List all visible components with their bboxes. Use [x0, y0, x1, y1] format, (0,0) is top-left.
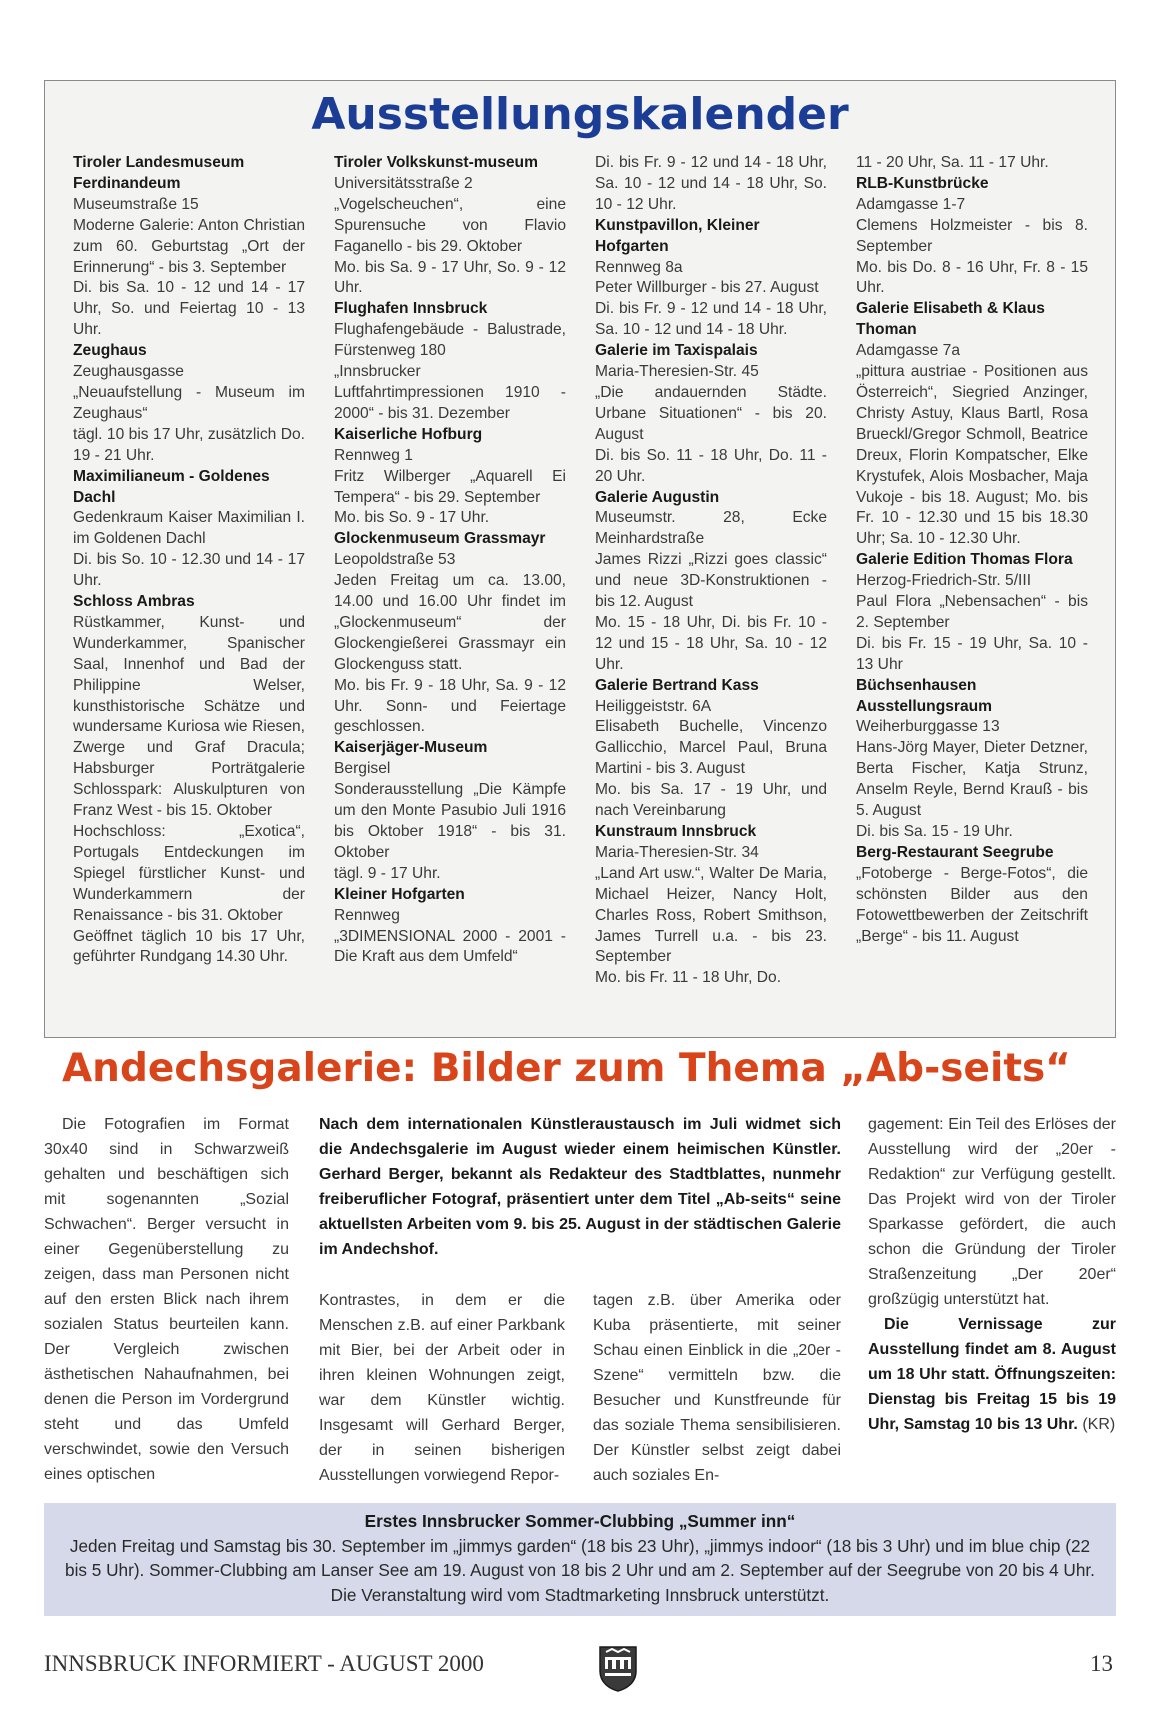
- venue-detail: Di. bis So. 10 - 12.30 und 14 - 17 Uhr.: [73, 551, 305, 590]
- venue-detail: Mo. bis Sa. 17 - 19 Uhr, und nach Vereinbarung: [595, 781, 827, 820]
- venue-name: Tiroler Landesmuseum Ferdinandeum: [73, 154, 245, 192]
- venue-detail: Maria-Theresien-Str. 34: [595, 843, 759, 861]
- venue-detail: Di. bis Sa. 10 - 12 und 14 - 17 Uhr, So. und Feiertag 10 - 13 Uhr.: [73, 279, 305, 339]
- venue-detail: „Fotoberge - Berge-Fotos“, die schönsten Bilder aus den Fotowettbewerben der Zeitschrift „Berge“ - bis 11. August: [856, 864, 1088, 945]
- calendar-column-1: [73, 153, 305, 968]
- venue-detail: Weiherburggasse 13: [856, 718, 1000, 736]
- venue-detail: Mo. bis So. 9 - 17 Uhr.: [334, 509, 490, 527]
- venue-detail: Fritz Wilberger „Aquarell Ei Tempera“ - bis 29. September: [334, 467, 566, 506]
- venue-detail: „Vogelscheuchen“, eine Spurensuche von Flavio Faganello - bis 29. Oktober: [334, 195, 566, 255]
- venue-detail: Rennweg: [334, 906, 400, 924]
- venue-detail: Mo. 15 - 18 Uhr, Di. bis Fr. 10 - 12 und 15 - 18 Uhr, Sa. 10 - 12 Uhr.: [595, 613, 827, 673]
- venue-detail: Herzog-Friedrich-Str. 5/III: [856, 572, 1032, 590]
- venue-detail: Mo. bis Fr. 11 - 18 Uhr, Do.: [595, 969, 782, 987]
- venue-name: Galerie Bertrand Kass: [595, 676, 759, 694]
- venue-detail: Paul Flora „Nebensachen“ - bis 2. September: [856, 593, 1088, 631]
- venue-name: Schloss Ambras: [73, 593, 195, 611]
- article-column-1: Die Fotografien im Format 30x40 sind in Schwarzweiß gehalten und beschäftigen sich mit sogenannten „Sozial Schwachen“. Berger versucht in einer Gegenüberstellung zu zeigen, dass man Personen nicht auf den ersten Blick nach ihrem sozialen Status beurteilen kann. Der Vergleich zwischen ästhetischen Nahaufnahmen, bei denen die Person im Vordergrund steht und das Umfeld verschwindet, sowie den Versuch eines optischen: [44, 1116, 289, 1483]
- vernissage-block: [868, 1312, 1116, 1437]
- venue-detail: Adamgasse 1-7: [856, 195, 966, 213]
- venue-name: Maximilianeum - Goldenes Dachl: [73, 467, 270, 506]
- clubbing-body: Jeden Freitag und Samstag bis 30. September im „jimmys garden“ (18 bis 23 Uhr), „jimmys indoor“ (18 bis 3 Uhr) und im blue chip (22 bis 5 Uhr). Sommer-Clubbing am Lanser See am 19. August von 18 bis 2 Uhr und am 2. September auf der Seegrube von 20 bis 4 Uhr. Die Veranstaltung wird vom Stadtmarketing Innsbruck unterstützt.: [65, 1535, 1095, 1605]
- venue-detail: Gedenkraum Kaiser Maximilian I. im Goldenen Dachl: [73, 509, 305, 548]
- venue-detail: Moderne Galerie: Anton Christian zum 60. Geburtstag „Ort der Erinnerung“ - bis 3. September: [73, 216, 305, 276]
- venue-name: Flughafen Innsbruck: [334, 300, 488, 318]
- venue-detail: „Innsbrucker Luftfahrtimpressionen 1910 - 2000“ - bis 31. Dezember: [334, 363, 566, 422]
- venue-detail: 11 - 20 Uhr, Sa. 11 - 17 Uhr.: [856, 154, 1049, 171]
- venue-detail: Clemens Holzmeister - bis 8. September: [856, 216, 1088, 255]
- venue-detail: Leopoldstraße 53: [334, 551, 456, 569]
- venue-name: Galerie Augustin: [595, 488, 720, 506]
- venue-detail: Di. bis Sa. 15 - 19 Uhr.: [856, 823, 1013, 840]
- venue-name: Kunstraum Innsbruck: [595, 823, 757, 840]
- venue-detail: Maria-Theresien-Str. 45: [595, 363, 759, 381]
- author-initials: (KR): [1082, 1416, 1116, 1433]
- venue-detail: Zeughausgasse: [73, 363, 184, 381]
- venue-detail: Di. bis Fr. 9 - 12 und 14 - 18 Uhr, Sa. 10 - 12 und 14 - 18 Uhr, So. 10 - 12 Uhr.: [595, 154, 827, 213]
- venue-detail: Di. bis Fr. 9 - 12 und 14 - 18 Uhr, Sa. 10 - 12 und 14 - 18 Uhr.: [595, 300, 827, 339]
- vernissage-text: Die Vernissage zur Ausstellung findet am 8. August um 18 Uhr statt. Öffnungszeiten: Dienstag bis Freitag 15 bis 19 Uhr, Samstag 10 bis 13 Uhr.: [868, 1316, 1116, 1433]
- article-column-2: Kontrastes, in dem er die Menschen z.B. auf einer Parkbank mit Bier, bei der Arbeit oder in ihren kleinen Wohnungen zeigt, war dem Künstler wichtig. Insgesamt will Gerhard Berger, der in seinen bisherigen Ausstellungen vorwiegend Repor-: [319, 1292, 565, 1484]
- venue-detail: Rennweg 8a: [595, 258, 683, 276]
- venue-detail: Peter Willburger - bis 27. August: [595, 279, 819, 297]
- venue-name: Galerie Elisabeth & Klaus Thoman: [856, 300, 1045, 339]
- venue-detail: Universitätsstraße 2: [334, 174, 473, 192]
- venue-detail: „3DIMENSIONAL 2000 - 2001 - Die Kraft aus dem Umfeld“: [334, 927, 566, 966]
- venue-name: Kaiserjäger-Museum: [334, 739, 488, 757]
- venue-name: Tiroler Volkskunst-museum: [334, 154, 538, 171]
- venue-detail: Bergisel: [334, 760, 391, 778]
- venue-detail: Heiliggeiststr. 6A: [595, 697, 712, 715]
- venue-detail: Mo. bis Sa. 9 - 17 Uhr, So. 9 - 12 Uhr.: [334, 258, 566, 297]
- venue-name: Kaiserliche Hofburg: [334, 425, 483, 443]
- venue-name: Berg-Restaurant Seegrube: [856, 843, 1054, 861]
- article-headline: Andechsgalerie: Bilder zum Thema „Ab-seits“: [62, 1046, 1071, 1091]
- page-number: 13: [1090, 1651, 1113, 1676]
- innsbruck-coat-of-arms-icon: [596, 1643, 640, 1693]
- venue-detail: Rennweg 1: [334, 446, 413, 464]
- venue-detail: Adamgasse 7a: [856, 342, 961, 360]
- venue-name: Kleiner Hofgarten: [334, 885, 465, 903]
- venue-detail: Elisabeth Buchelle, Vincenzo Gallicchio, Marcel Paul, Bruna Martini - bis 3. August: [595, 718, 827, 778]
- calendar-column-3: [595, 153, 827, 989]
- venue-name: Glockenmuseum Grassmayr: [334, 530, 546, 548]
- venue-detail: Di. bis So. 11 - 18 Uhr, Do. 11 - 20 Uhr.: [595, 446, 827, 485]
- venue-detail: Mo. bis Do. 8 - 16 Uhr, Fr. 8 - 15 Uhr.: [856, 258, 1088, 297]
- clubbing-title: Erstes Innsbrucker Sommer-Clubbing „Summer inn“: [364, 1511, 796, 1531]
- venue-detail: tägl. 9 - 17 Uhr.: [334, 864, 441, 882]
- venue-name: Galerie im Taxispalais: [595, 342, 758, 360]
- venue-name: Büchsenhausen Ausstellungsraum: [856, 676, 993, 715]
- venue-name: RLB-Kunstbrücke: [856, 174, 989, 192]
- venue-detail: „Land Art usw.“, Walter De Maria, Michael Heizer, Nancy Holt, Charles Ross, Robert Smithson, James Turrell u.a. - bis 23. September: [595, 864, 827, 966]
- venue-detail: Di. bis Fr. 15 - 19 Uhr, Sa. 10 - 13 Uhr: [856, 634, 1088, 673]
- venue-detail: „Neuaufstellung - Museum im Zeughaus“: [73, 383, 305, 422]
- article-column-3: tagen z.B. über Amerika oder Kuba präsentierte, mit seiner Schau einen Einblick in die „20er - Szene“ vermitteln bzw. die Besucher und Kunstfreunde für das soziale Thema sensibilisieren. Der Künstler selbst zeigt dabei auch soziales En-: [593, 1292, 841, 1484]
- venue-name: Zeughaus: [73, 342, 147, 360]
- publication-footer: INNSBRUCK INFORMIERT - AUGUST 2000: [44, 1651, 484, 1676]
- article-column-4-text: gagement: Ein Teil des Erlöses der Ausstellung wird der „20er - Redaktion“ zur Verfügung gestellt. Das Projekt wird von der Tiroler Sparkasse gefördert, die auch schon die Gründung der Tiroler Straßenzeitung „Der 20er“ großzügig unterstützt hat.: [868, 1116, 1116, 1308]
- venue-detail: Geöffnet täglich 10 bis 17 Uhr, geführter Rundgang 14.30 Uhr.: [73, 927, 305, 966]
- venue-detail: „pittura austriae - Positionen aus Österreich“, Siegried Anzinger, Christy Astuy, Klaus Bartl, Rosa Brueckl/Gregor Schmoll, Beatrice Dreux, Florin Kompatscher, Elke Krystufek, Alois Mosbacher, Maja Vukoje - bis 18. August; Mo. bis Fr. 10 - 12.30 und 15 bis 18.30 Uhr; Sa. 10 - 12.30 Uhr.: [856, 363, 1088, 548]
- venue-detail: Flughafengebäude - Balustrade, Fürstenweg 180: [334, 321, 566, 360]
- venue-detail: Jeden Freitag um ca. 13.00, 14.00 und 16.00 Uhr findet im „Glockenmuseum“ der Glockengießerei Grassmayr ein Glockenguss statt.: [334, 572, 566, 673]
- venue-detail: Hans-Jörg Mayer, Dieter Detzner, Berta Fischer, Katja Strunz, Anselm Reyle, Bernd Krauß - bis 5. August: [856, 739, 1088, 820]
- venue-detail: Rüstkammer, Kunst- und Wunderkammer, Spanischer Saal, Innenhof und Bad der Philippine Welser, kunsthistorische Schätze und wundersame Kuriosa wie Riesen, Zwerge und Graf Dracula; Habsburger Porträtgalerie Schlosspark: Aluskulpturen von Franz West - bis 15. Oktober: [73, 613, 305, 820]
- venue-detail: Museumstraße 15: [73, 195, 199, 213]
- venue-detail: James Rizzi „Rizzi goes classic“ und neue 3D-Konstruktionen - bis 12. August: [595, 551, 827, 611]
- venue-detail: „Die andauernden Städte. Urbane Situationen“ - bis 20. August: [595, 383, 827, 443]
- summer-clubbing-box: [44, 1503, 1116, 1616]
- calendar-column-2: [334, 153, 566, 968]
- venue-name: Galerie Edition Thomas Flora: [856, 551, 1073, 569]
- exhibition-calendar: [44, 80, 1116, 1038]
- calendar-title: Ausstellungskalender: [311, 89, 849, 140]
- venue-detail: Mo. bis Fr. 9 - 18 Uhr, Sa. 9 - 12 Uhr. Sonn- und Feiertage geschlossen.: [334, 676, 566, 736]
- venue-detail: Museumstr. 28, Ecke Meinhardstraße: [595, 509, 827, 548]
- venue-detail: Hochschloss: „Exotica“, Portugals Entdeckungen im Spiegel fürstlicher Kunst- und Wunderkammern der Renaissance - bis 31. Oktober: [73, 823, 305, 924]
- article-lead: Nach dem internationalen Künstleraustausch im Juli widmet sich die Andechsgalerie im August wieder einem heimischen Künstler. Gerhard Berger, bekannt als Redakteur des Stadtblattes, nunmehr freiberuflicher Fotograf, präsentiert unter dem Titel „Ab-seits“ seine aktuellsten Arbeiten vom 9. bis 25. August in der städtischen Galerie im Andechshof.: [319, 1116, 841, 1258]
- venue-detail: Sonderausstellung „Die Kämpfe um den Monte Pasubio Juli 1916 bis Oktober 1918“ - bis 31. Oktober: [334, 781, 566, 861]
- venue-detail: tägl. 10 bis 17 Uhr, zusätzlich Do. 19 - 21 Uhr.: [73, 425, 305, 464]
- calendar-column-4: [856, 153, 1088, 947]
- venue-name: Kunstpavillon, Kleiner Hofgarten: [595, 216, 760, 255]
- article-column-4: [868, 1112, 1116, 1437]
